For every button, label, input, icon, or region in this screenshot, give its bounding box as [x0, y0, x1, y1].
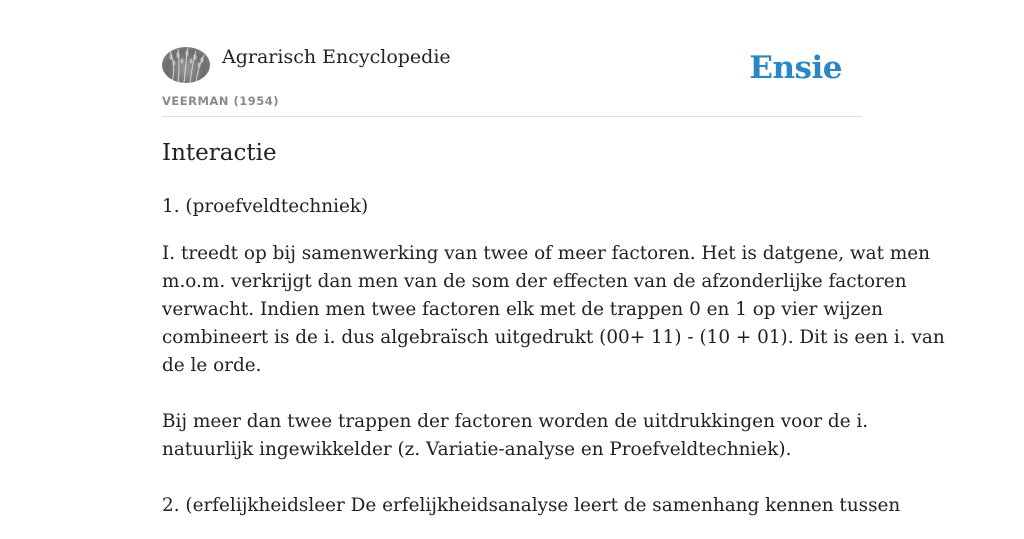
paragraph-line: Bij meer dan twee trappen der factoren worden de uitdrukkingen voor de i. [162, 411, 869, 432]
article-body [162, 193, 945, 539]
publication-title[interactable]: Agrarisch Encyclopedie [222, 46, 451, 68]
page-header [162, 0, 862, 117]
section-heading-2: 2. (erfelijkheidsleer De erfelijkheidsanalyse leert de samenhang kennen tussen [162, 495, 901, 516]
paragraph-line: natuurlijk ingewikkelder (z. Variatie-analyse en Proefveldtechniek). [162, 439, 792, 460]
brand-logo[interactable]: Ensie [749, 50, 842, 86]
section-heading-1: 1. (proefveldtechniek) [162, 196, 369, 217]
article-page [162, 0, 945, 516]
wheat-ears-icon[interactable] [162, 47, 210, 83]
article-title: Interactie [162, 140, 277, 166]
paragraph-line: verwacht. Indien men twee factoren elk met de trappen 0 en 1 op vier wijzen [162, 299, 883, 320]
paragraph-line: I. treedt op bij samenwerking van twee of meer factoren. Het is datgene, wat men [162, 243, 931, 264]
paragraph-line: combineert is de i. dus algebraïsch uitgedrukt (00+ 11) - (10 + 01). Dit is een i. van [162, 327, 945, 348]
author-year: VEERMAN (1954) [162, 94, 279, 108]
paragraph-1 [162, 240, 945, 380]
paragraph-line: de le orde. [162, 355, 262, 376]
paragraph-line: m.o.m. verkrijgt dan men van de som der effecten van de afzonderlijke factoren [162, 271, 907, 292]
paragraph-2 [162, 408, 869, 464]
